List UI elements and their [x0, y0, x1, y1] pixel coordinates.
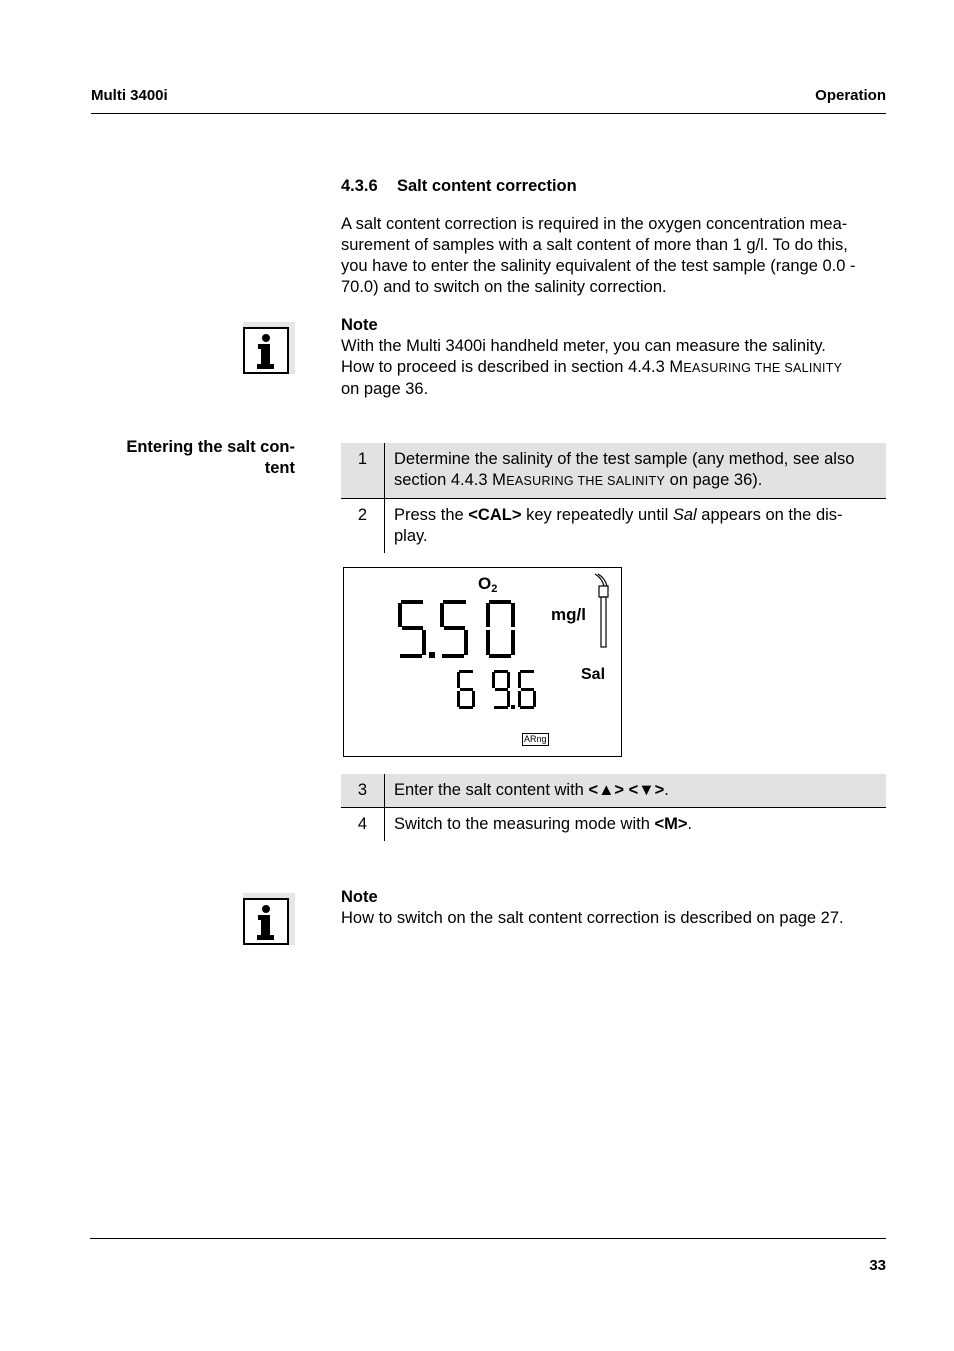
intro-line: A salt content correction is required in the oxygen concentration mea-	[341, 215, 848, 233]
info-icon	[243, 893, 295, 945]
note-label: Note	[341, 316, 378, 334]
section-title: Salt content correction	[397, 177, 577, 195]
intro-paragraph	[341, 214, 886, 298]
lcd-digits	[344, 568, 621, 756]
key-label: <CAL>	[468, 506, 522, 524]
note-text: How to switch on the salt content correction is described on page 27.	[341, 909, 844, 927]
step-number: 3	[341, 774, 385, 808]
footer-rule	[90, 1238, 886, 1239]
header-chapter: Operation	[815, 87, 886, 104]
secondary-value-digits	[457, 670, 536, 709]
display-mode: Sal	[581, 666, 606, 683]
step-row	[341, 499, 886, 554]
step-text: Enter the salt content with <▲> <▼>.	[385, 774, 887, 808]
step-text: Press the <CAL> key repeatedly until Sal appears on the dis- play.	[394, 506, 843, 545]
note-line: With the Multi 3400i handheld meter, you can measure the salinity.	[341, 337, 826, 355]
note-salt-correction	[341, 887, 886, 929]
display-mode-text: Sal	[672, 506, 697, 524]
note-label: Note	[341, 888, 378, 906]
key-label: <M>	[654, 815, 688, 833]
info-icon	[243, 322, 295, 374]
step-text: Switch to the measuring mode with <M>.	[394, 815, 693, 833]
intro-line: 70.0) and to switch on the salinity correction.	[341, 278, 667, 296]
note-line: How to proceed is described in section 4.4.3	[341, 358, 670, 376]
intro-line: you have to enter the salinity equivalent of the test sample (range 0.0 -	[341, 257, 856, 275]
header-manual-title: Multi 3400i	[91, 87, 168, 104]
arng-indicator: ARng	[524, 734, 547, 744]
step-number: 2	[341, 499, 385, 554]
steps-table	[341, 443, 886, 553]
step-number: 4	[341, 808, 385, 842]
section-reference: MEASURING THE SALINITY	[669, 358, 843, 376]
side-heading: Entering the salt con- tent	[126, 438, 295, 477]
header-rule	[91, 113, 886, 114]
display-parameter: $O_2$	[478, 574, 498, 595]
section-heading	[341, 177, 577, 196]
main-value-digits	[398, 600, 515, 658]
step-text: Determine the salinity of the test sample (any method, see also section 4.4.3 MEASURING THE SALINITY on page 36).	[385, 443, 887, 499]
intro-line: surement of samples with a salt content of more than 1 g/l. To do this,	[341, 236, 848, 254]
display-unit: mg/l	[551, 605, 586, 624]
step-row	[341, 774, 886, 808]
section-reference: MEASURING THE SALINITY	[492, 471, 666, 489]
step-row	[341, 443, 886, 499]
section-number: 4.3.6	[341, 177, 378, 195]
meter-display	[343, 567, 622, 757]
steps-table	[341, 774, 886, 841]
page-number: 33	[869, 1257, 886, 1274]
key-label: <▲> <▼>	[588, 781, 665, 799]
step-row	[341, 808, 886, 842]
probe-icon	[595, 574, 608, 647]
note-line: on page 36.	[341, 380, 429, 398]
step-number: 1	[341, 443, 385, 499]
note-salinity-measurement	[341, 315, 886, 400]
